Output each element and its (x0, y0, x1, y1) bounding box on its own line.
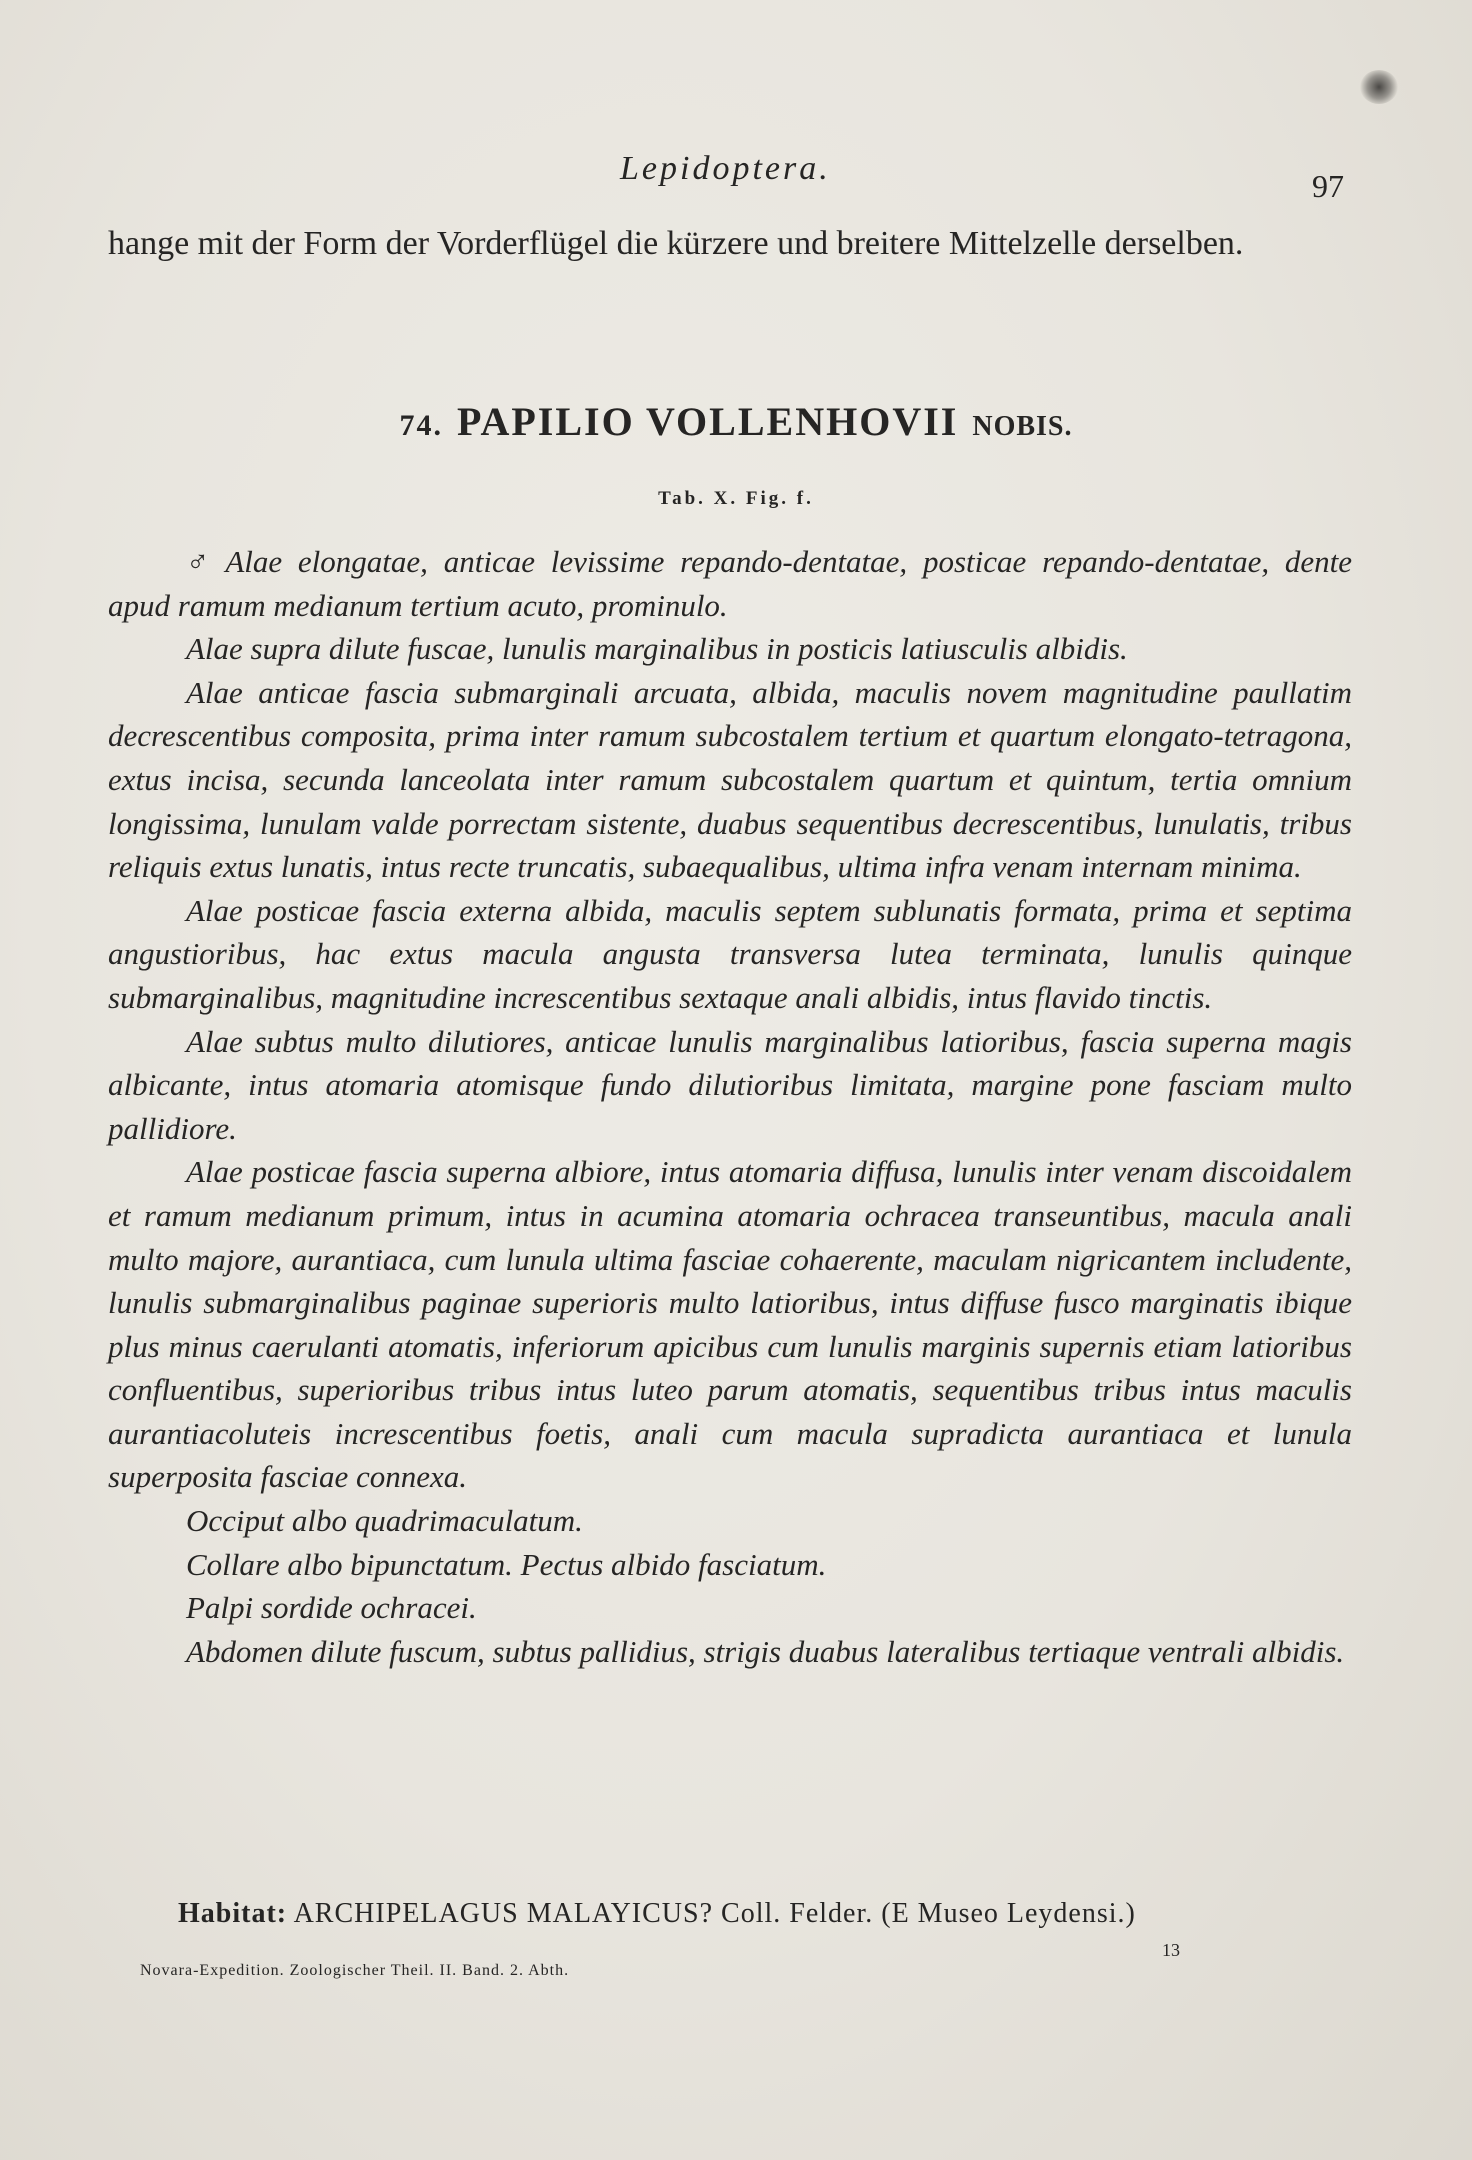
habitat-text: ARCHIPELAGUS MALAYICUS? Coll. Felder. (E Museo Leydensi.) (293, 1898, 1136, 1929)
description-paragraph: Occiput albo quadrimaculatum. (186, 1503, 583, 1539)
description-paragraph: Abdomen dilute fuscum, subtus pallidius, strigis duabus lateralibus tertiaque ventrali albidis. (186, 1633, 1345, 1669)
description-paragraph: ♂ Alae elongatae, anticae levissime repando-dentatae, posticae repando-dentatae, dente apud ramum medianum tertium acuto, prominulo. (108, 544, 1353, 623)
running-head (0, 150, 1472, 204)
running-title: Lepidoptera. (620, 150, 831, 187)
male-symbol: ♂ (186, 544, 218, 579)
section-heading (0, 398, 1472, 445)
figure-reference: Tab. X. Fig. f. (658, 488, 814, 509)
description-paragraph: Alae posticae fascia externa albida, maculis septem sublunatis formata, prima et septima angustioribus, hac extus macula angusta transversa lutea terminata, lunulis quinque submarginalibus, magnitudine increscentibus sextaque anali albidis, intus flavido tinctis. (108, 892, 1352, 1015)
description-paragraph: Alae posticae fascia superna albiore, intus atomaria diffusa, lunulis inter venam discoidalem et ramum medianum primum, intus in acumina atomaria ochracea transeuntibus, macula anali multo majore, aurantiaca, cum lunula ultima fasciae cohaerente, maculam nigricantem includente, lunulis submarginalibus paginae superioris multo latioribus, intus diffuse fusco marginatis ibique plus minus caerulanti atomatis, inferiorum apicibus cum lunulis marginis supernis etiam latioribus confluentibus, superioribus tribus intus luteo parum atomatis, sequentibus tribus intus maculis aurantiacoluteis increscentibus foetis, anali cum macula supradicta aurantiaca et lunula superposita fasciae connexa. (108, 1154, 1352, 1495)
habitat-label: Habitat: (178, 1898, 288, 1929)
species-author: NOBIS. (972, 411, 1073, 442)
ink-smudge (1360, 70, 1398, 104)
habitat-line (178, 1898, 1136, 1930)
description-paragraph: Palpi sordide ochracei. (186, 1590, 477, 1626)
description-body (108, 540, 1352, 1673)
footer-signature: 13 (1162, 1940, 1180, 1960)
footer-series: Novara-Expedition. Zoologischer Theil. II. Band. 2. Abth. (140, 1962, 570, 1979)
page-number: 97 (1312, 168, 1344, 204)
continuation-paragraph: hange mit der Form der Vorderflügel die kürzere und breitere Mittelzelle derselben. (108, 225, 1244, 262)
description-paragraph: Alae anticae fascia submarginali arcuata, albida, maculis novem magnitudine paullatim decrescentibus composita, prima inter ramum subcostalem tertium et quartum elongato-tetragona, extus incisa, secunda lanceolata inter ramum subcostalem quartum et quintum, tertia omnium longissima, lunulam valde porrectam sistente, duabus sequentibus decrescentibus, lunulatis, tribus reliquis extus lunatis, intus recte truncatis, subaequalibus, ultima infra venam internam minima. (108, 674, 1352, 885)
description-paragraph: Alae subtus multo dilutiores, anticae lunulis marginalibus latioribus, fascia superna magis albicante, intus atomaria atomisque fundo dilutioribus limitata, margine pone fasciam multo pallidiore. (108, 1023, 1352, 1146)
description-paragraph: Alae supra dilute fuscae, lunulis marginalibus in posticis latiusculis albidis. (186, 631, 1128, 667)
description-paragraph: Collare albo bipunctatum. Pectus albido fasciatum. (186, 1546, 827, 1582)
species-title: PAPILIO VOLLENHOVII (456, 399, 959, 444)
section-number: 74. (399, 409, 443, 442)
